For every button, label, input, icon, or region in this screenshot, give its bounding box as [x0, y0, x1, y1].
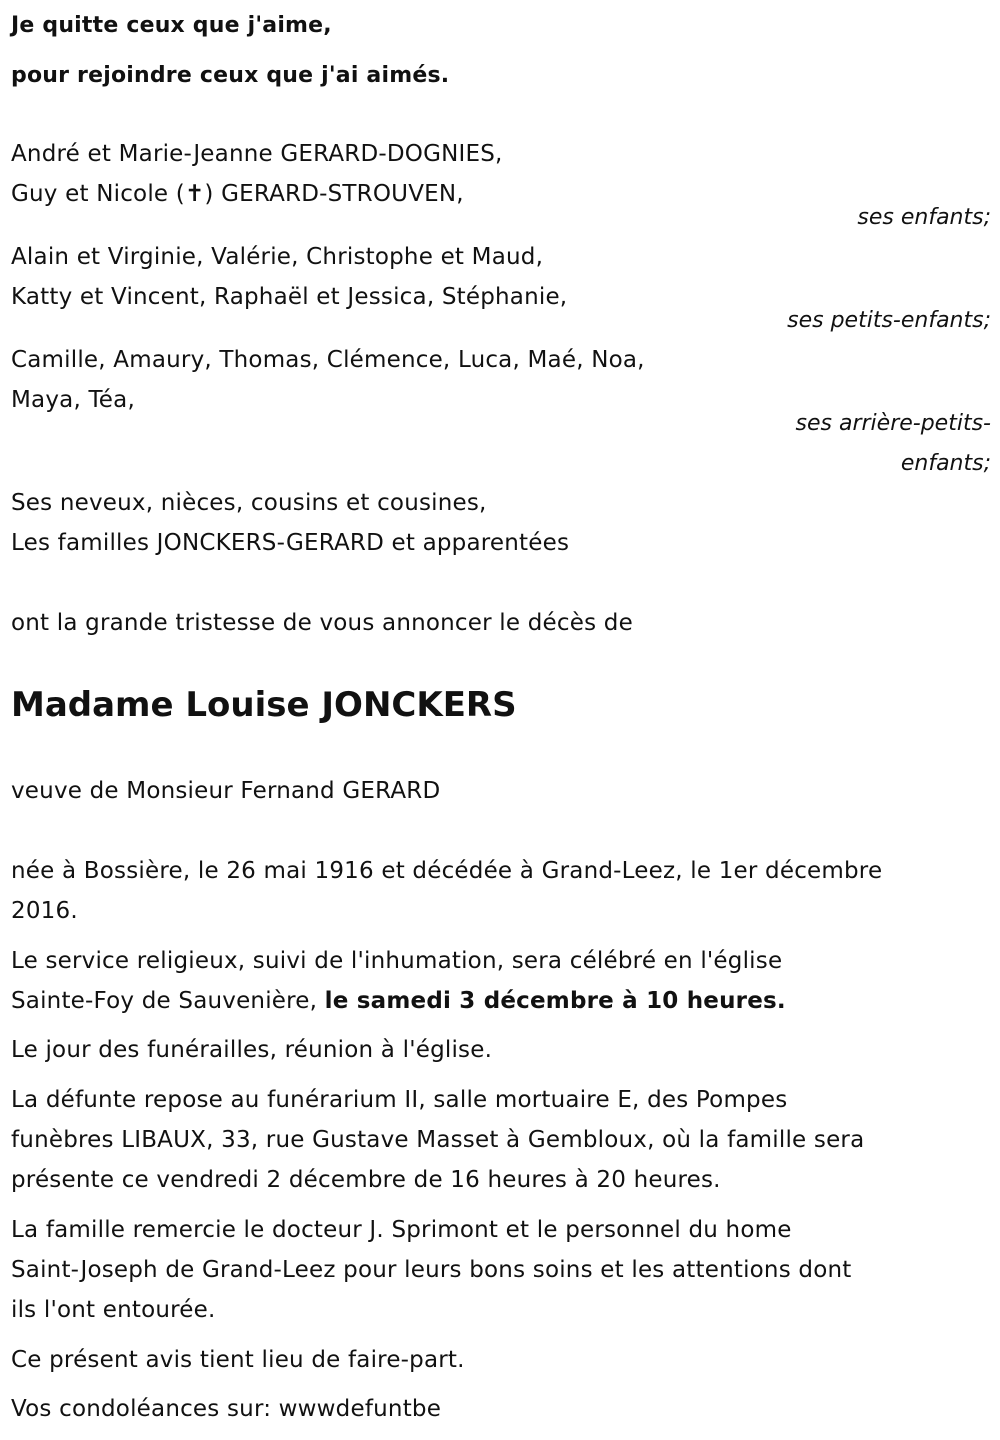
great-grandchildren-line-1: Camille, Amaury, Thomas, Clémence, Luca, Maé, Noa, [11, 347, 645, 373]
service-date-time: le samedi 3 décembre à 10 heures. [324, 988, 786, 1014]
repose-line-2: funèbres LIBAUX, 33, rue Gustave Masset à Gembloux, où la famille sera [11, 1127, 865, 1153]
funeral-day-text: Le jour des funérailles, réunion à l'église. [11, 1037, 493, 1063]
announcement-text: ont la grande tristesse de vous annoncer le décès de [11, 610, 633, 636]
relatives-line-2: Les familles JONCKERS-GERARD et apparentées [11, 530, 570, 556]
service-location: Sainte-Foy de Sauvenière, [11, 988, 325, 1014]
children-line-1: André et Marie-Jeanne GERARD-DOGNIES, [11, 141, 503, 167]
thanks-line-2: Saint-Joseph de Grand-Leez pour leurs bons soins et les attentions dont [11, 1257, 852, 1283]
epigraph-line-1: Je quitte ceux que j'aime, [11, 13, 332, 38]
great-grandchildren-line-2: Maya, Téa, [11, 387, 135, 413]
role-grandchildren: ses petits-enfants; [787, 308, 991, 333]
condolences-text: Vos condoléances sur: wwwdefuntbe [11, 1396, 442, 1422]
children-line-2: Guy et Nicole (✝) GERARD-STROUVEN, [11, 181, 464, 207]
service-line-2 [11, 981, 786, 1021]
widow-of: veuve de Monsieur Fernand GERARD [11, 778, 441, 804]
epigraph-line-2: pour rejoindre ceux que j'ai aimés. [11, 63, 450, 88]
birth-death-line-1: née à Bossière, le 26 mai 1916 et décédée à Grand-Leez, le 1er décembre [11, 858, 883, 884]
deceased-name: Madame Louise JONCKERS [11, 685, 517, 725]
grandchildren-line-1: Alain et Virginie, Valérie, Christophe et Maud, [11, 244, 544, 270]
role-great-grandchildren-1: ses arrière-petits- [795, 411, 991, 436]
birth-death-line-2: 2016. [11, 898, 78, 924]
thanks-line-3: ils l'ont entourée. [11, 1297, 216, 1323]
relatives-line-1: Ses neveux, nièces, cousins et cousines, [11, 490, 487, 516]
repose-line-1: La défunte repose au funérarium II, salle mortuaire E, des Pompes [11, 1087, 788, 1113]
role-great-grandchildren-2: enfants; [900, 451, 991, 476]
notice-text: Ce présent avis tient lieu de faire-part. [11, 1347, 465, 1373]
service-line-1: Le service religieux, suivi de l'inhumation, sera célébré en l'église [11, 948, 783, 974]
grandchildren-line-2: Katty et Vincent, Raphaël et Jessica, Stéphanie, [11, 284, 568, 310]
role-children: ses enfants; [857, 205, 991, 230]
thanks-line-1: La famille remercie le docteur J. Sprimont et le personnel du home [11, 1217, 792, 1243]
repose-line-3: présente ce vendredi 2 décembre de 16 heures à 20 heures. [11, 1167, 721, 1193]
